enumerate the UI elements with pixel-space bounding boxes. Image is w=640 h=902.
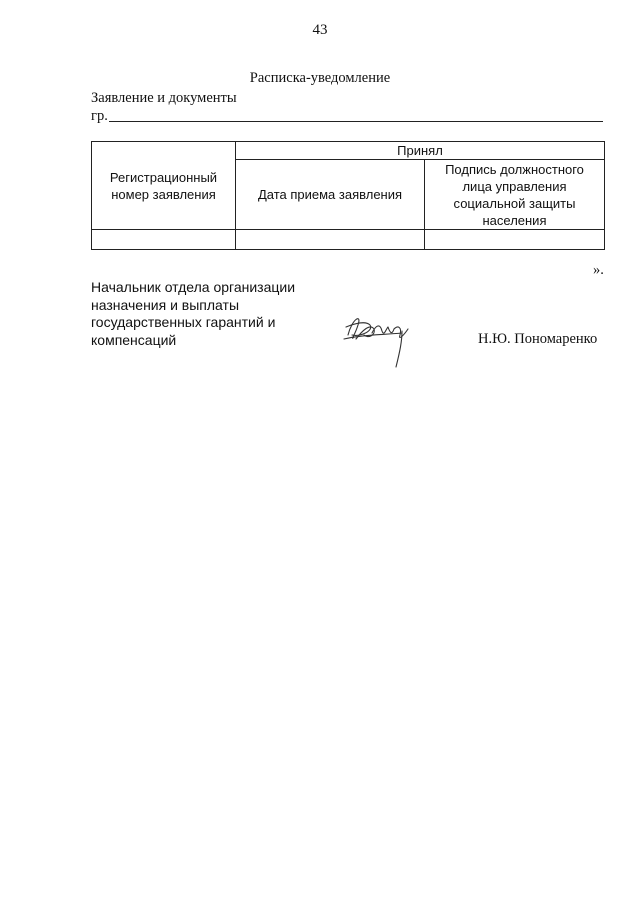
citizen-prefix: гр. <box>91 108 108 124</box>
date-cell[interactable] <box>236 230 425 250</box>
signer-title-line: назначения и выплаты <box>91 296 240 313</box>
page-number: 43 <box>312 22 328 38</box>
accepted-header: Принял <box>236 142 605 160</box>
intro-text: Заявление и документы <box>91 90 237 106</box>
registration-number-cell[interactable] <box>92 230 236 250</box>
table-header-row <box>92 142 605 160</box>
citizen-underline <box>109 121 603 122</box>
document-title: Расписка-уведомление <box>249 70 391 86</box>
signature-header: Подпись должностного лица управления социальной защиты населения <box>425 160 605 230</box>
citizen-name-field[interactable] <box>91 107 603 125</box>
receipt-table <box>91 141 605 250</box>
registration-number-header: Регистрационный номер заявления <box>92 142 236 230</box>
table-row <box>92 230 605 250</box>
signer-title-line: Начальник отдела организации <box>91 279 296 295</box>
signer-name: Н.Ю. Пономаренко <box>478 331 598 347</box>
handwritten-signature <box>340 305 420 371</box>
closing-quote: ». <box>593 262 604 278</box>
signer-title <box>91 279 331 349</box>
signature-cell[interactable] <box>425 230 605 250</box>
signer-title-line: компенсаций <box>91 331 177 348</box>
signer-title-line: государственных гарантий и <box>91 314 276 330</box>
date-header: Дата приема заявления <box>236 160 425 230</box>
